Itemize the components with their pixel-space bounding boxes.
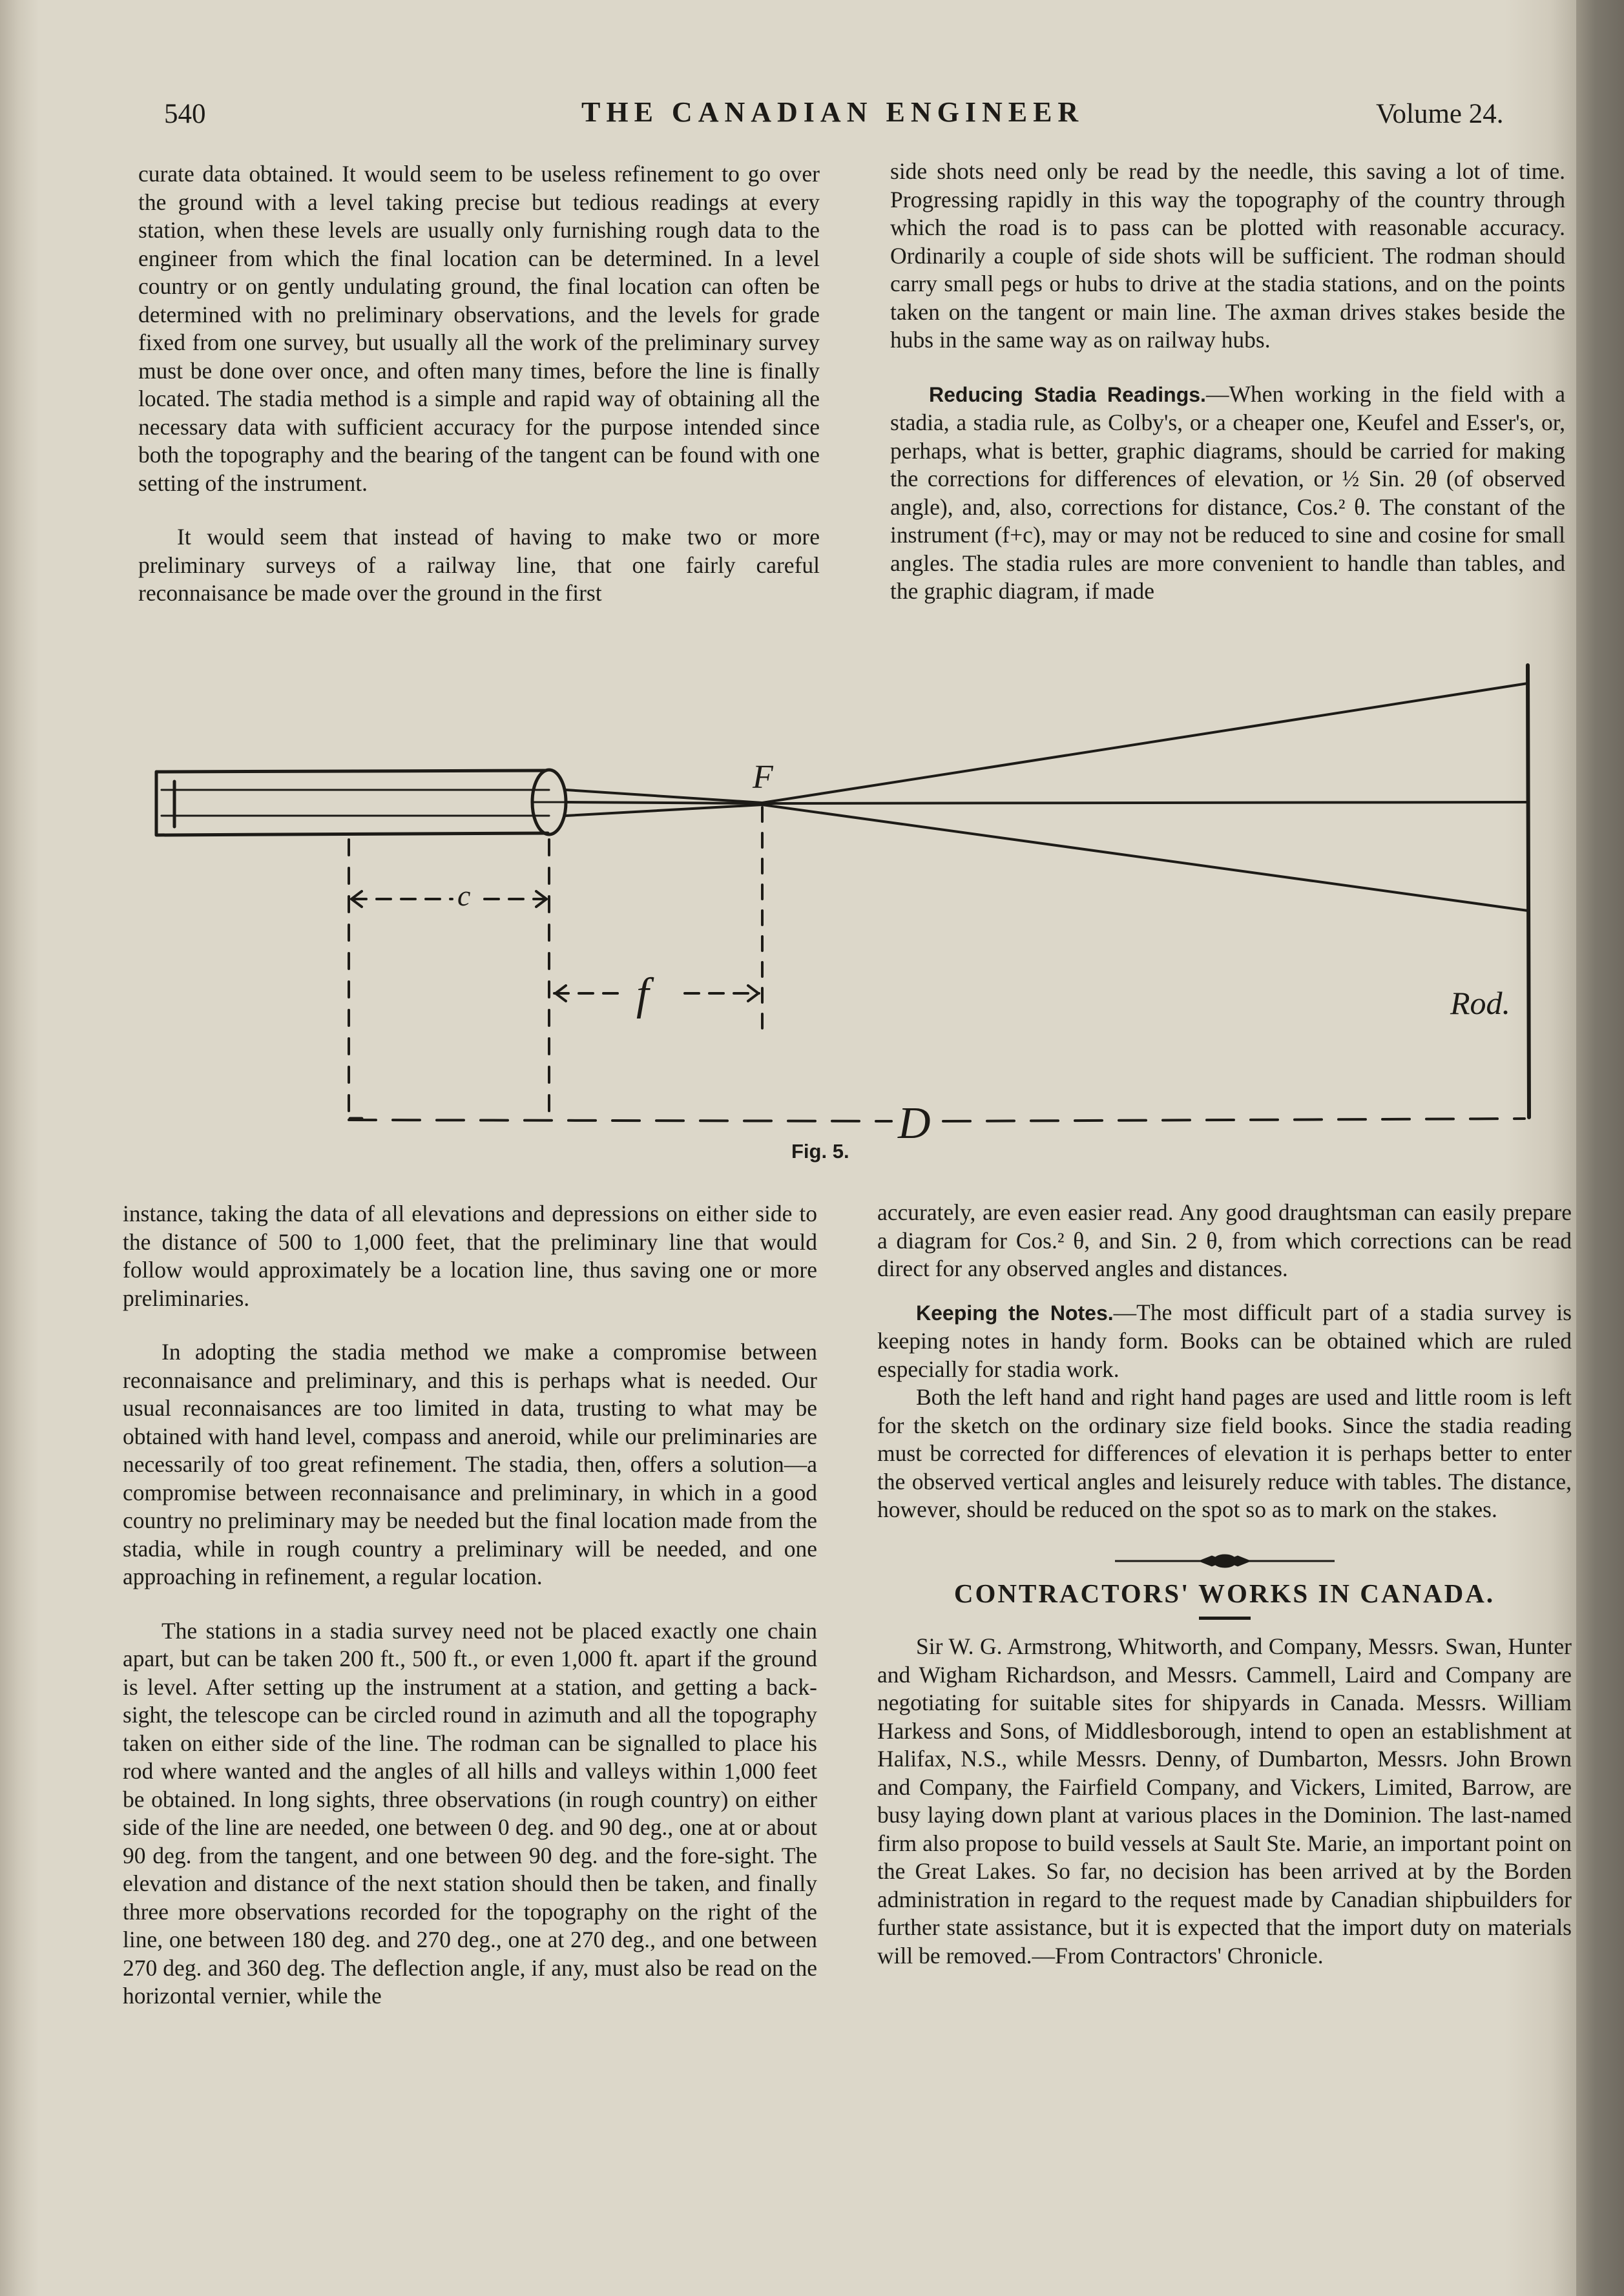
ornamental-rule bbox=[1115, 1550, 1335, 1572]
section-lead: Keeping the Notes. bbox=[916, 1301, 1114, 1325]
stadia-rod bbox=[1528, 665, 1529, 1117]
running-header bbox=[0, 90, 1624, 129]
paragraph bbox=[877, 1299, 1572, 1384]
label-rod: Rod. bbox=[1450, 985, 1511, 1021]
paragraph-text: —When working in the field with a stadia, a stadia rule, as Colby's, or a cheaper one, Keufel and Esser's, or, perhaps, what is better, graphic diagrams, should be carried for making the corrections for differences of elevation, or ½ Sin. 2θ (of observed angle), and, also, corrections for distance, Cos.² θ. The constant of the instrument (f+c), may or may not be reduced to sine and cosine for small angles. The stadia rules are more convenient to handle than tables, and the graphic diagram, if made bbox=[890, 380, 1565, 604]
label-D: D bbox=[898, 1099, 931, 1148]
telescope-tube bbox=[156, 771, 548, 835]
column-bottom-left bbox=[123, 1200, 817, 2011]
paragraph: Both the left hand and right hand pages are used and little room is left for the sketch on the ordinary size field books. Since the stadia reading must be corrected for differences of elevation it is perhaps better to enter the observed vertical angles and leisurely reduce with tables. The distance, however, should be reduced on the spot so as to mark on the stakes. bbox=[877, 1384, 1572, 1522]
dashed-D-span bbox=[349, 1119, 1525, 1121]
stadia-ray-lower bbox=[566, 805, 1528, 911]
column-bottom-right bbox=[877, 1199, 1572, 1970]
section-lead: Reducing Stadia Readings. bbox=[929, 382, 1206, 406]
stadia-diagram-svg bbox=[149, 652, 1563, 1150]
volume-label: Volume 24. bbox=[1376, 99, 1504, 129]
figure-caption: Fig. 5. bbox=[791, 1140, 849, 1163]
section-title: CONTRACTORS' WORKS IN CANADA. bbox=[953, 1578, 1495, 1608]
paragraph: accurately, are even easier read. Any good draughtsman can easily prepare a diagram for Cos.² θ, and Sin. 2 θ, from which corrections can be read direct for any observed angles and distances. bbox=[877, 1199, 1572, 1281]
label-c: c bbox=[457, 879, 471, 912]
arrowhead bbox=[748, 986, 758, 1001]
paragraph: Sir W. G. Armstrong, Whitworth, and Company, Messrs. Swan, Hunter and Wigham Richardson, and Messrs. Cammell, Laird and Company are negotiating for suitable sites for shipyards in Canada. Messrs. William Harkess and Sons, of Middlesborough, intend to open an establishment at Halifax, N.S., while Messrs. Denny, of Dumbarton, Messrs. John Brown and Company, the Fairfield Company, and Vickers, Limited, Barrow, are busy laying down plant at various places in the Dominion. The last-named firm also propose to build vessels at Sault Ste. Marie, an important point on the Great Lakes. So far, no decision has been arrived at by the Borden administration in regard to the request made by Canadian shipbuilders for further state assistance, but it is expected that the import duty on materials will be removed.—From Contractors' Chronicle. bbox=[877, 1633, 1572, 1969]
paragraph: In adopting the stadia method we make a compromise between reconnaisance and preliminary, and this is perhaps what is needed. Our usual reconnaisances are too limited in data, trusting to what may be obtained with hand level, compass and aneroid, while our preliminaries are necessarily of too great refinement. The stadia, then, offers a solution—a compromise between reconnaisance and preliminary, in which in a good country no preliminary may be needed but the final location made from the stadia, while in rough country a preliminary will be needed, and one approaching in refinement, a regular location. bbox=[123, 1339, 817, 1589]
page-edge-shadow bbox=[1576, 0, 1624, 2296]
column-top-left bbox=[138, 160, 820, 608]
paragraph: instance, taking the data of all elevations and depressions on either side to the distance of 500 to 1,000 feet, that the preliminary line that would follow would approximately be a location line, thus saving one or more preliminaries. bbox=[123, 1201, 817, 1311]
label-f: f bbox=[636, 969, 649, 1019]
stadia-ray-upper bbox=[566, 683, 1528, 803]
optical-axis bbox=[566, 802, 1528, 803]
title-underline bbox=[1199, 1617, 1251, 1620]
paragraph-text: —The most difficult part of a stadia survey is keeping notes in handy form. Books can be obtained which are ruled especially for stadia work. bbox=[877, 1299, 1572, 1382]
column-top-right bbox=[890, 158, 1565, 606]
paragraph bbox=[890, 380, 1565, 606]
paragraph: The stations in a stadia survey need not be placed exactly one chain apart, but can be taken 200 ft., 500 ft., or even 1,000 ft. apart if the ground is level. After setting up the instrument at a station, and getting a back-sight, the telescope can be circled round in azimuth and all the topography taken on either side of the line. The rodman can be signalled to place his rod where wanted and the angles of all hills and valleys within 1,000 feet be obtained. In long sights, three observations (in rough country) on either side of the line are needed, one between 0 deg. and 90 deg., one at or about 90 deg. from the tangent, and one between 90 deg. and the fore-sight. The elevation and distance of the next station should then be taken, and finally three more observations recorded for the topography on the right of the line, one between 180 deg. and 270 deg., one at 270 deg., and one between 270 deg. and 360 deg. The deflection angle, if any, must also be read on the horizontal vernier, while the bbox=[123, 1617, 817, 2009]
paragraph: side shots need only be read by the needle, this saving a lot of time. Progressing rapidly in this way the topography of the country through which the road is to pass can be plotted with reasonable accuracy. Ordinarily a couple of side shots will be sufficient. The rodman should carry small pegs or hubs to drive at the stadia stations, and on the points taken on the tangent or main line. The axman drives stakes beside the hubs in the same way as on railway hubs. bbox=[890, 158, 1565, 353]
label-F: F bbox=[753, 759, 773, 796]
telescope-crosshair-lines bbox=[161, 790, 549, 816]
journal-title: THE CANADIAN ENGINEER bbox=[581, 96, 1085, 128]
page-number: 540 bbox=[164, 99, 206, 129]
paragraph: It would seem that instead of having to make two or more preliminary surveys of a railway line, that one fairly careful reconnaisance be made over the ground in the first bbox=[138, 524, 820, 606]
paragraph: curate data obtained. It would seem to be useless refinement to go over the ground with a level taking precise but tedious readings at every station, when these levels are usually only furnishing rough data to the engineer from which the final location can be determined. In a level country or on gently undulating ground, the final location can often be determined with no preliminary observations, and the levels for grade fixed from one survey, but usually all the work of the preliminary survey must be done over once, and often many times, before the line is finally located. The stadia method is a simple and rapid way of obtaining all the necessary data with sufficient accuracy for the purpose intended since both the topography and the bearing of the tangent can be found with one setting of the instrument. bbox=[138, 161, 820, 496]
figure-stadia-diagram bbox=[149, 652, 1563, 1150]
